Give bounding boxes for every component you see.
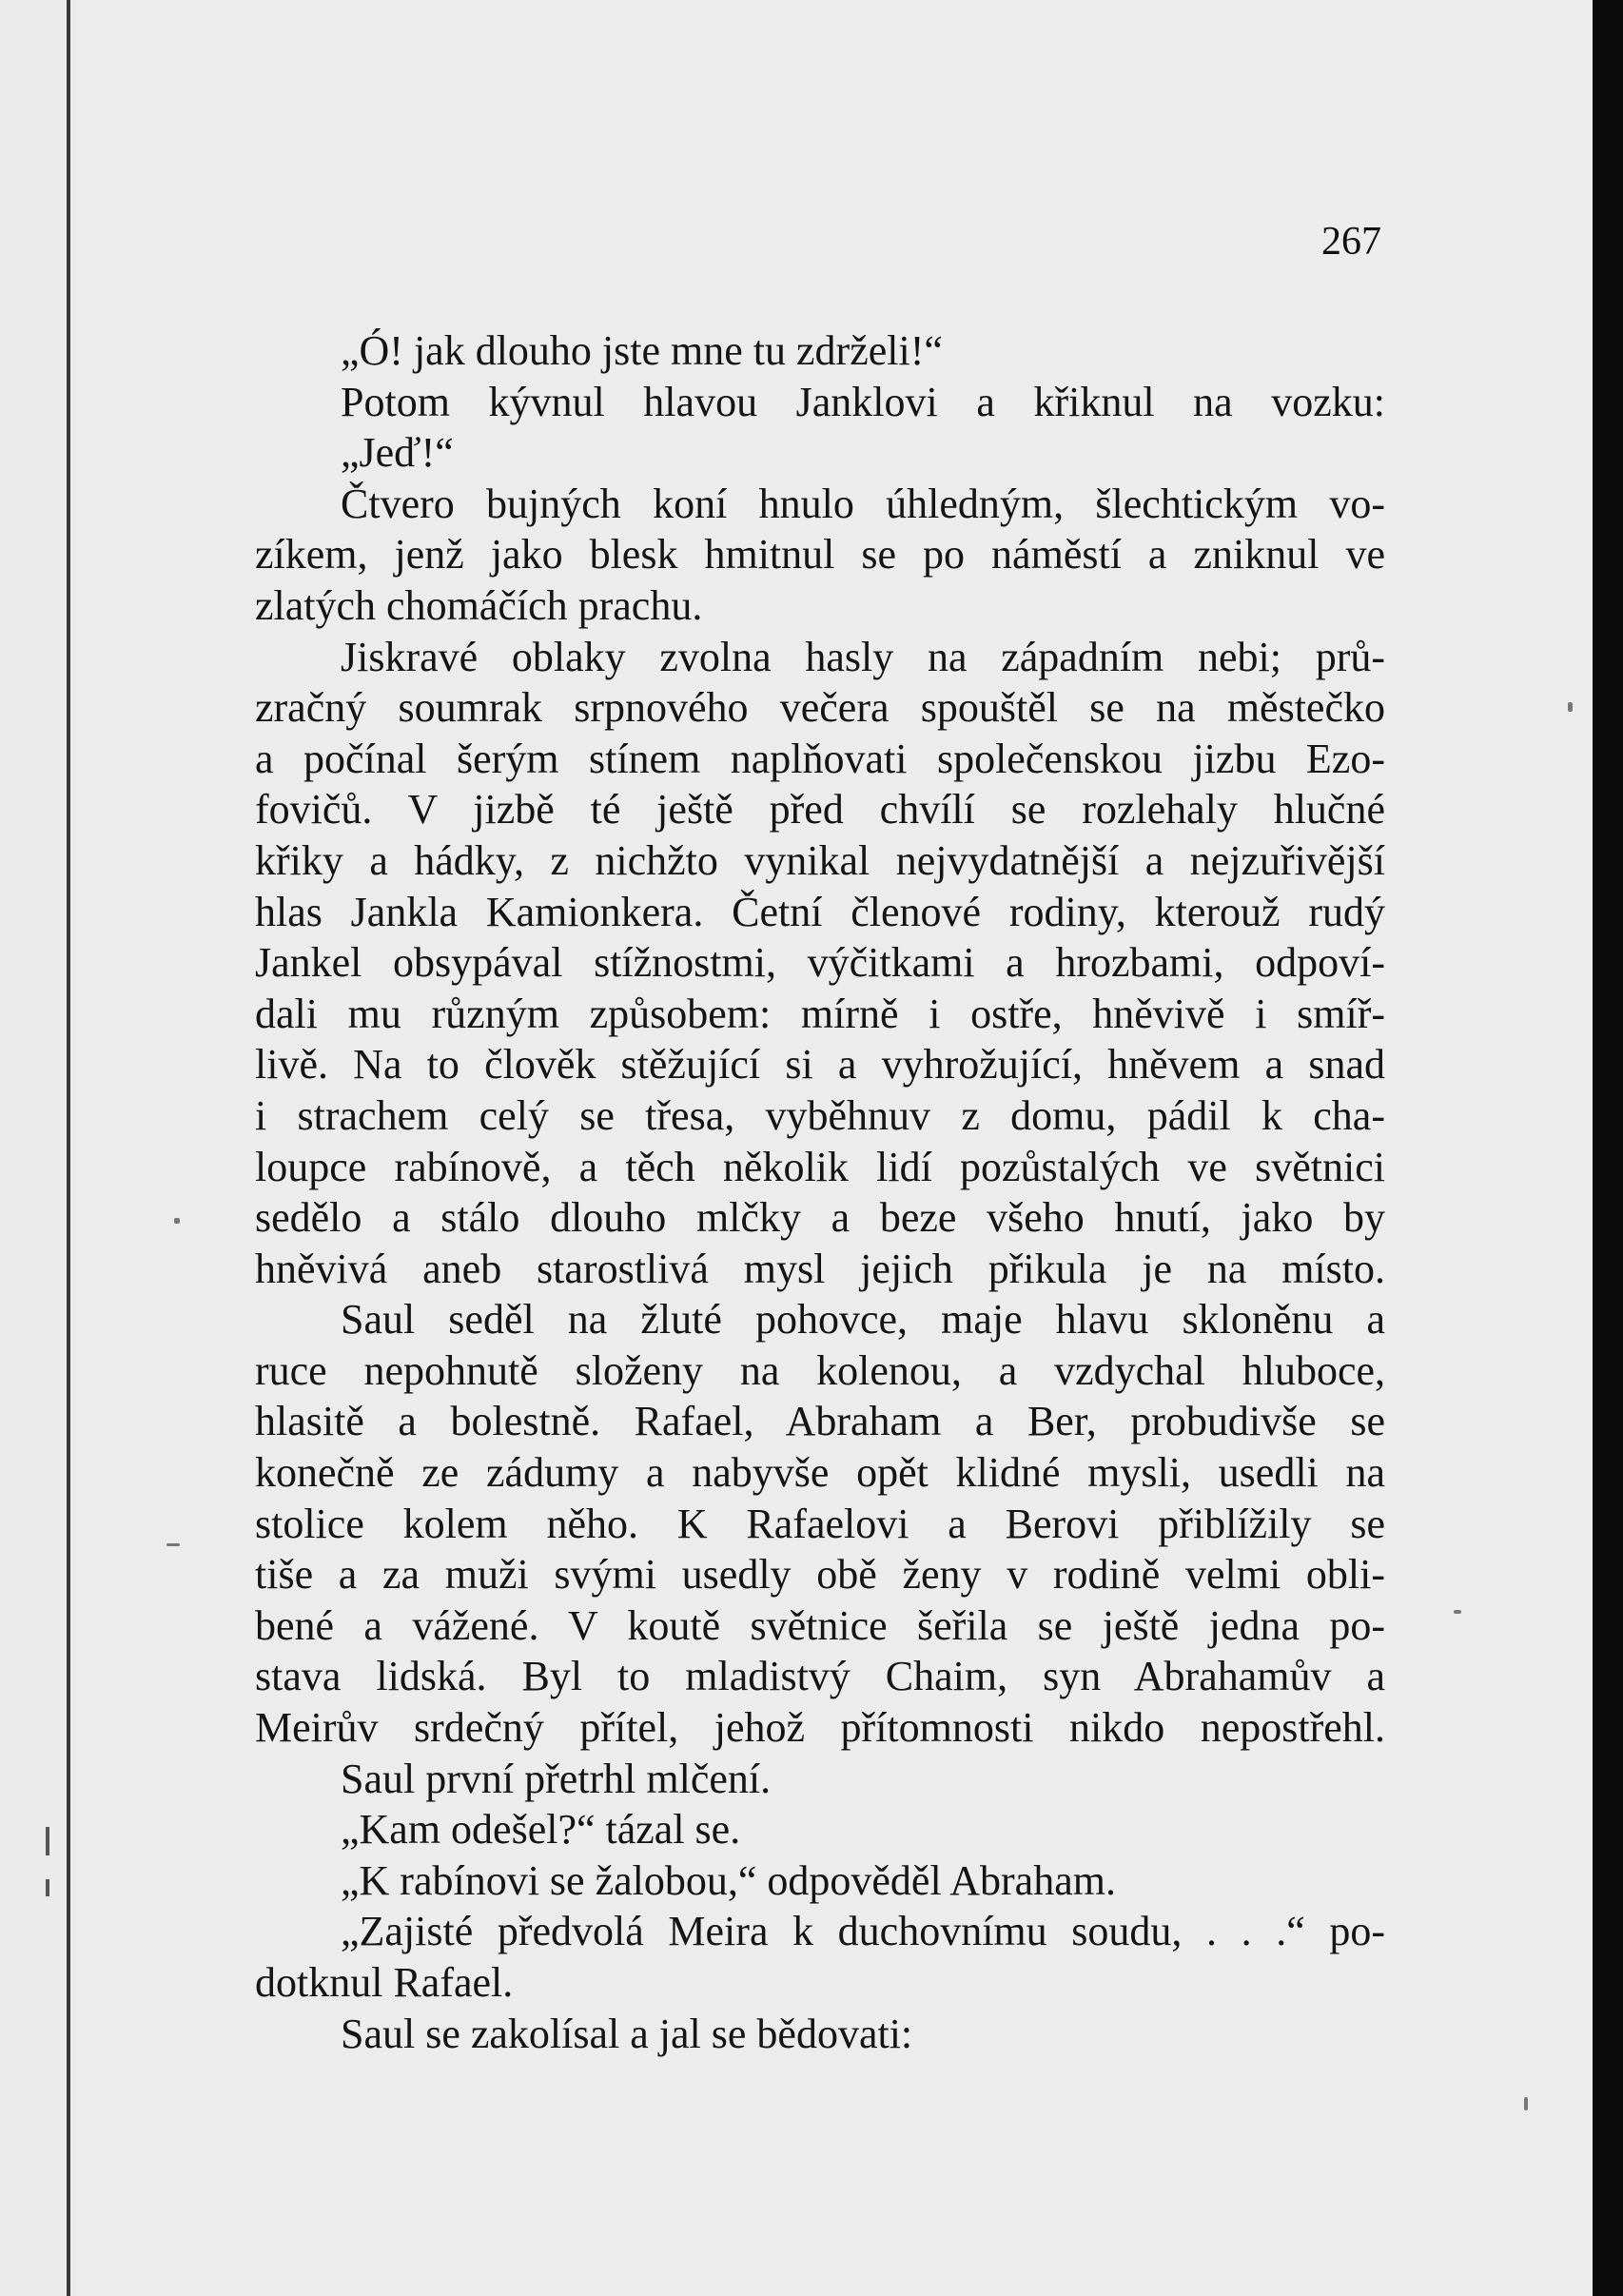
text-line: dotknul Rafael.	[255, 1959, 514, 2006]
scan-speck	[1454, 1610, 1461, 1614]
text-line: ruce nepohnutě složeny na kolenou, a vzdychal hluboce,	[255, 1346, 1385, 1394]
text-line: „K rabínovi se žalobou,“ odpověděl Abraham.	[341, 1856, 1116, 1904]
text-line: Meirův srdečný přítel, jehož přítomnosti nikdo nepostřehl.	[255, 1704, 1385, 1752]
text-line: Saul seděl na žluté pohovce, maje hlavu skloněnu a	[341, 1296, 1385, 1344]
scan-speck	[166, 1543, 180, 1546]
text-line: „Kam odešel?“ tázal se.	[341, 1806, 741, 1854]
text-line: zíkem, jenž jako blesk hmitnul se po náměstí a zniknul ve	[255, 531, 1385, 579]
text-line: tiše a za muži svými usedly obě ženy v rodině velmi obli-	[255, 1551, 1385, 1599]
text-line: Čtvero bujných koní hnulo úhledným, šlechtickým vo-	[341, 480, 1385, 527]
text-line: Saul první přetrhl mlčení.	[341, 1755, 772, 1802]
text-line: stolice kolem něho. K Rafaelovi a Berovi přiblížily se	[255, 1500, 1385, 1547]
body-text	[255, 325, 1385, 2059]
previous-page-edge	[0, 0, 70, 2296]
text-line: Jiskravé oblaky zvolna hasly na západním nebi; prů-	[341, 633, 1385, 680]
text-line: Jankel obsypával stížnostmi, výčitkami a hrozbami, odpoví-	[255, 939, 1385, 987]
text-line: livě. Na to člověk stěžující si a vyhrožující, hněvem a snad	[255, 1041, 1385, 1089]
text-line: „Ó! jak dlouho jste mne tu zdrželi!“	[341, 327, 943, 374]
text-line: dali mu různým způsobem: mírně i ostře, hněvivě i smíř-	[255, 990, 1385, 1037]
text-line: stava lidská. Byl to mladistvý Chaim, syn Abrahamův a	[255, 1653, 1385, 1700]
page-right-edge	[1593, 0, 1623, 2296]
text-line: bené a vážené. V koutě světnice šeřila se ještě jedna po-	[255, 1601, 1385, 1649]
text-line: „Zajisté předvolá Meira k duchovnímu soudu, . . .“ po-	[341, 1908, 1385, 1955]
scan-speck	[1524, 2097, 1528, 2110]
scan-speck	[1568, 702, 1573, 712]
text-line: i strachem celý se třesa, vyběhnuv z domu, pádil k cha-	[255, 1091, 1385, 1139]
text-line: a počínal šerým stínem naplňovati společenskou jizbu Ezo-	[255, 735, 1385, 782]
text-line: „Jeď!“	[341, 429, 454, 477]
page-number: 267	[1321, 220, 1381, 264]
text-line: loupce rabínově, a těch několik lidí pozůstalých ve světnici	[255, 1143, 1385, 1190]
text-line: hněvivá aneb starostlivá mysl jejich přikula je na místo.	[255, 1245, 1385, 1292]
text-line: sedělo a stálo dlouho mlčky a beze všeho hnutí, jako by	[255, 1194, 1385, 1242]
text-line: zlatých chomáčích prachu.	[255, 581, 703, 629]
scan-mark	[46, 1827, 49, 1855]
text-line: fovičů. V jizbě té ještě před chvílí se rozlehaly hlučné	[255, 786, 1385, 834]
text-line: Saul se zakolísal a jal se bědovati:	[341, 2010, 913, 2057]
text-line: Potom kývnul hlavou Janklovi a křiknul na vozku:	[341, 378, 1385, 425]
text-line: hlasitě a bolestně. Rafael, Abraham a Ber, probudivše se	[255, 1398, 1385, 1445]
text-line: křiky a hádky, z nichžto vynikal nejvydatnější a nejzuřivější	[255, 836, 1385, 884]
text-line: zračný soumrak srpnového večera spouštěl se na městečko	[255, 684, 1385, 732]
scan-mark	[46, 1879, 49, 1896]
text-line: hlas Jankla Kamionkera. Četní členové rodiny, kterouž rudý	[255, 888, 1385, 935]
scan-speck	[174, 1218, 180, 1224]
text-line: konečně ze zádumy a nabyvše opět klidné mysli, usedli na	[255, 1449, 1385, 1497]
